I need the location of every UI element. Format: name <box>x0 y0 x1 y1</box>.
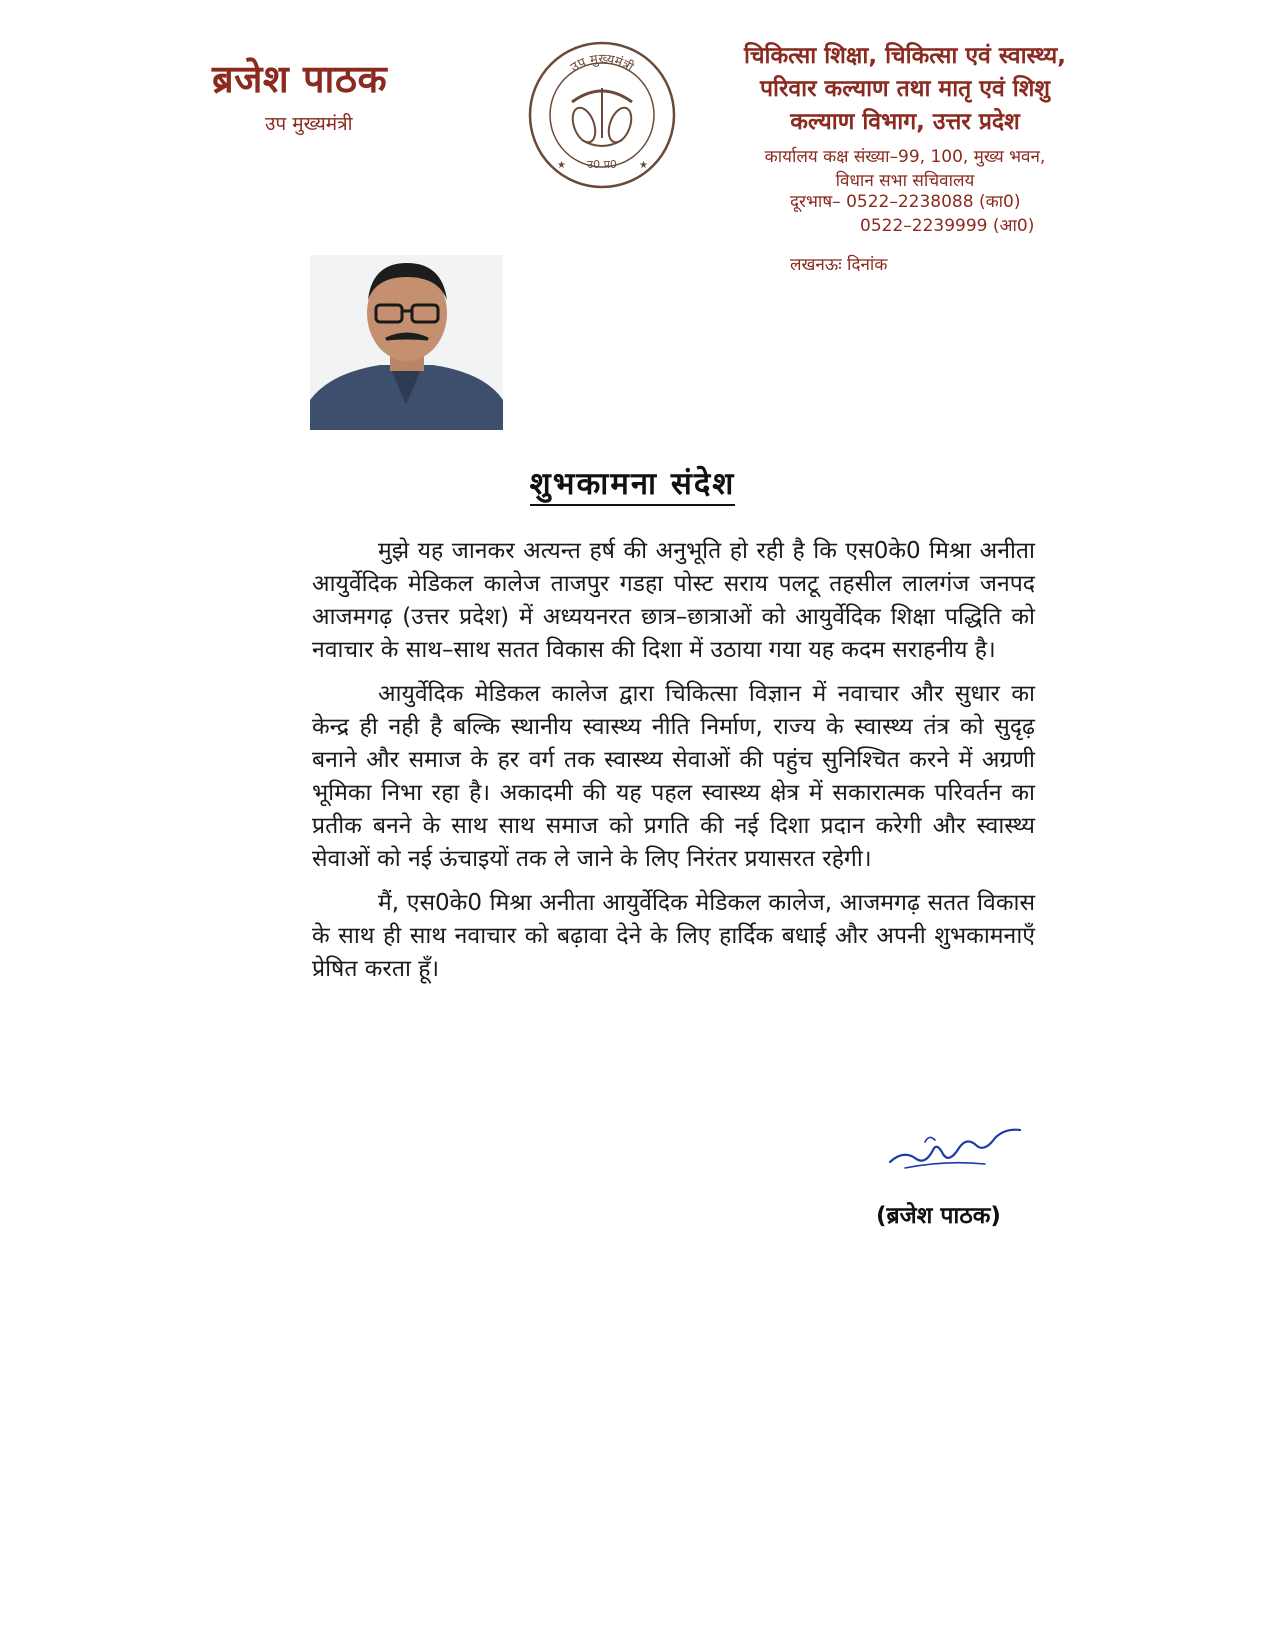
letter-body <box>312 535 1035 997</box>
up-government-seal-icon <box>527 40 677 190</box>
office-address-line: विधान सभा सचिवालय <box>835 171 975 191</box>
body-paragraph: मुझे यह जानकर अत्यन्त हर्ष की अनुभूति हो रही है कि एस0के0 मिश्रा अनीता आयुर्वेदिक मेडिकल कालेज ताजपुर गडहा पोस्ट सराय पलटू तहसील लालगंज जनपद आजमगढ़ (उत्तर प्रदेश) में अध्ययनरत छात्र–छात्राओं को आयुर्वेदिक शिक्षा पद्धिति को नवाचार के साथ–साथ सतत विकास की दिशा में उठाया गया यह कदम सराहनीय है। <box>312 538 1035 663</box>
letter-heading <box>0 462 1265 504</box>
department-block <box>700 40 1110 193</box>
department-line: चिकित्सा शिक्षा, चिकित्सा एवं स्वास्थ्य, <box>744 43 1066 69</box>
portrait-photo <box>310 255 503 430</box>
place-date: लखनऊः दिनांक <box>790 255 888 275</box>
body-paragraph: आयुर्वेदिक मेडिकल कालेज द्वारा चिकित्सा विज्ञान में नवाचार और सुधार का केन्द्र ही नही है बल्कि स्थानीय स्वास्थ्य नीति निर्माण, राज्य के स्वास्थ्य तंत्र को सुदृढ़ बनाने और समाज के हर वर्ग तक स्वास्थ्य सेवाओं की पहुंच सुनिश्चित करने में अग्रणी भूमिका निभा रहा है। अकादमी की यह पहल स्वास्थ्य क्षेत्र में सकारात्मक परिवर्तन का प्रतीक बनने के साथ साथ समाज को प्रगति की नई दिशा प्रदान करेगी और स्वास्थ्य सेवाओं को नई ऊंचाइयों तक ले जाने के लिए निरंतर प्रयासरत रहेगी। <box>312 681 1035 872</box>
phone-residence: 0522–2239999 (आ0) <box>860 216 1035 236</box>
seal-bottom-text: उ0 प्र0 <box>587 158 617 171</box>
letterhead <box>0 0 1275 300</box>
signer-name: (ब्रजेश पाठक) <box>876 1203 1001 1229</box>
phone-office: दूरभाष– 0522–2238088 (का0) <box>790 192 1021 212</box>
svg-text:उप मुख्यमंत्री <box>568 52 637 76</box>
phone-block <box>790 190 1034 238</box>
seal-top-text: उप मुख्यमंत्री <box>568 51 636 76</box>
svg-text:★: ★ <box>557 160 566 171</box>
office-address-line: कार्यालय कक्ष संख्या–99, 100, मुख्य भवन, <box>764 147 1046 167</box>
department-line: कल्याण विभाग, उत्तर प्रदेश <box>790 109 1020 135</box>
department-line: परिवार कल्याण तथा मातृ एवं शिशु <box>759 76 1051 102</box>
letter-heading-text: शुभकामना संदेश <box>530 466 736 506</box>
body-paragraph: मैं, एस0के0 मिश्रा अनीता आयुर्वेदिक मेडिकल कालेज, आजमगढ़ सतत विकास के साथ ही साथ नवाचार को बढ़ावा देने के लिए हार्दिक बधाई और अपनी शुभकामनाएँ प्रेषित करता हूँ। <box>312 890 1035 982</box>
sender-designation: उप मुख्यमंत्री <box>265 113 353 135</box>
sender-name: ब्रजेश पाठक <box>212 57 388 101</box>
svg-text:★: ★ <box>639 160 648 171</box>
handwritten-signature <box>885 1120 1025 1175</box>
